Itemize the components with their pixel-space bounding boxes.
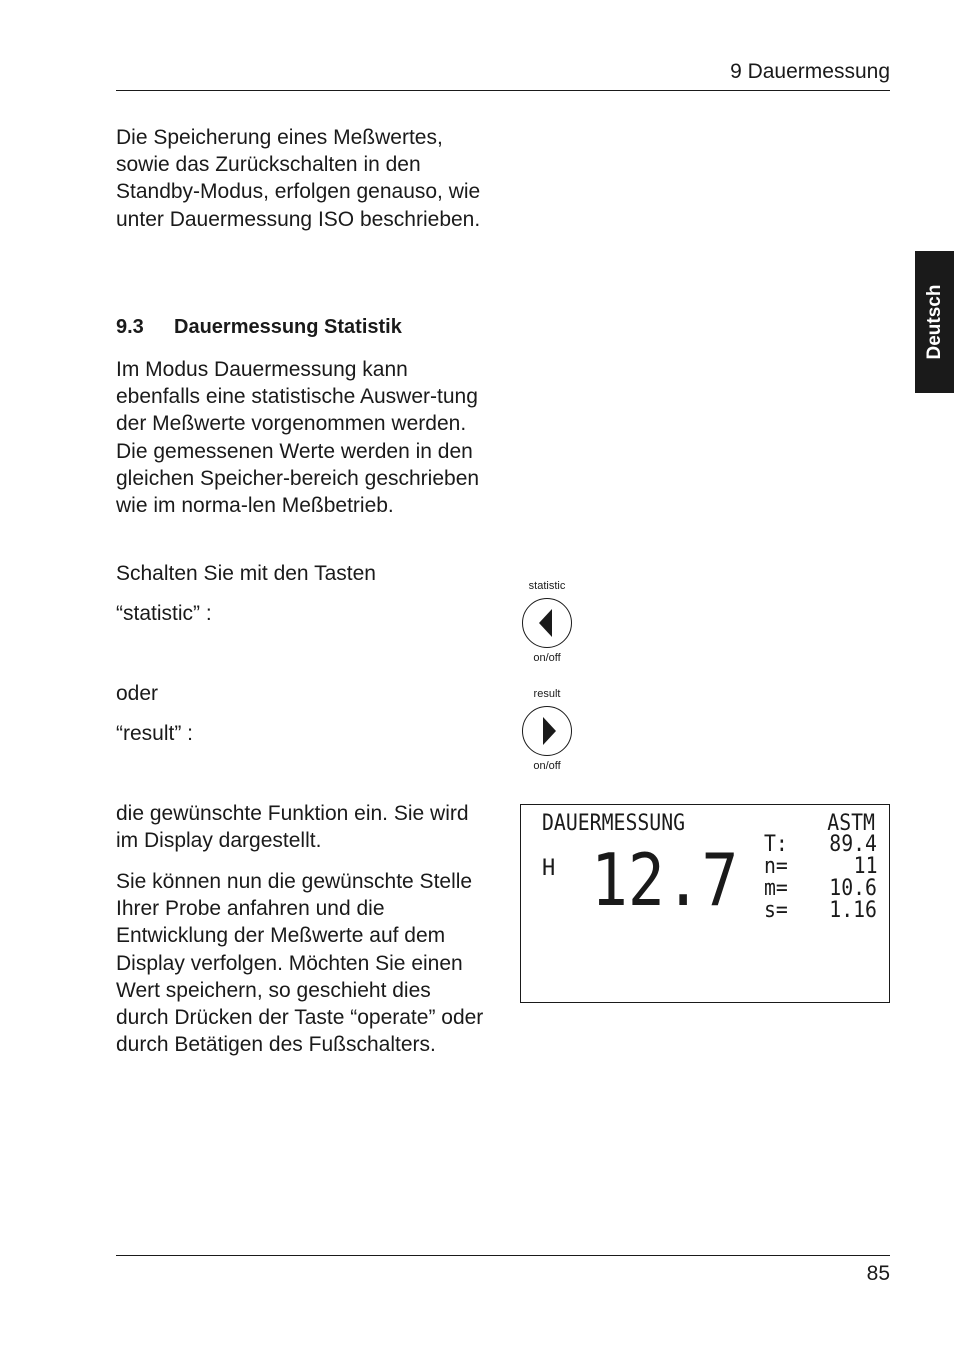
stat-value: 10.6 bbox=[829, 876, 877, 901]
arrow-right-icon bbox=[543, 717, 556, 745]
body-paragraph-1: Im Modus Dauermessung kann ebenfalls eine statistische Auswer-tung der Meßwerte vorgenommen werden. Die gemessenen Werte werden in den gleichen Speicher-bereich geschrieben wie im norma-len Meßbetrieb. bbox=[116, 358, 480, 518]
body-paragraph-4: Sie können nun die gewünschte Stelle Ihrer Probe anfahren und die Entwicklung der Meßwerte auf dem Display verfolgen. Möchten Sie einen Wert speichern, so geschieht dies durch Drücken der Taste “operate” oder durch Betätigen des Fußschalters. bbox=[116, 870, 484, 1057]
section-number: 9.3 bbox=[116, 316, 144, 338]
stat-row-m bbox=[764, 878, 877, 900]
display-scale: H bbox=[542, 856, 556, 881]
stat-value: 1.16 bbox=[829, 898, 877, 923]
header-rule bbox=[116, 90, 890, 91]
body-paragraph-2: Schalten Sie mit den Tasten bbox=[116, 562, 376, 585]
stat-value: 89.4 bbox=[829, 832, 877, 857]
oder-text: oder bbox=[116, 682, 159, 705]
intro-paragraph: Die Speicherung eines Meßwertes, sowie das Zurückschalten in den Standby-Modus, erfolgen genauso, wie unter Dauermessung ISO beschrieben. bbox=[116, 126, 481, 231]
display-statistics bbox=[764, 834, 877, 922]
body-paragraph-3: die gewünschte Funktion ein. Sie wird im Display dargestellt. bbox=[116, 802, 469, 853]
footer-rule bbox=[116, 1255, 890, 1256]
stat-key: T: bbox=[764, 832, 788, 857]
stat-key: n= bbox=[764, 854, 788, 879]
section-heading bbox=[116, 316, 402, 339]
stat-value: 11 bbox=[853, 854, 877, 879]
stat-key: m= bbox=[764, 876, 788, 901]
result-key-group bbox=[517, 688, 577, 773]
device-display bbox=[520, 804, 890, 1003]
page-number: 85 bbox=[866, 1262, 890, 1285]
statistic-button[interactable] bbox=[522, 598, 572, 648]
section-title: Dauermessung Statistik bbox=[174, 316, 402, 338]
running-header: 9 Dauermessung bbox=[730, 60, 890, 83]
stat-key: s= bbox=[764, 898, 788, 923]
statistic-key-top-label: statistic bbox=[528, 580, 566, 592]
result-key-bottom-label: on/off bbox=[533, 760, 561, 772]
statistic-key-label: “statistic” : bbox=[116, 602, 212, 625]
statistic-key-bottom-label: on/off bbox=[533, 652, 561, 664]
statistic-key-group bbox=[517, 580, 577, 665]
stat-row-n bbox=[764, 856, 877, 878]
display-main-value: 12.7 bbox=[591, 838, 739, 922]
stat-row-t bbox=[764, 834, 877, 856]
stat-row-s bbox=[764, 900, 877, 922]
display-standard: ASTM bbox=[827, 811, 875, 836]
language-tab bbox=[915, 251, 954, 393]
arrow-left-icon bbox=[539, 609, 552, 637]
display-mode: DAUERMESSUNG bbox=[542, 811, 686, 836]
result-key-label: “result” : bbox=[116, 722, 194, 745]
language-tab-label: Deutsch bbox=[923, 284, 945, 360]
result-key-top-label: result bbox=[533, 688, 561, 700]
result-button[interactable] bbox=[522, 706, 572, 756]
